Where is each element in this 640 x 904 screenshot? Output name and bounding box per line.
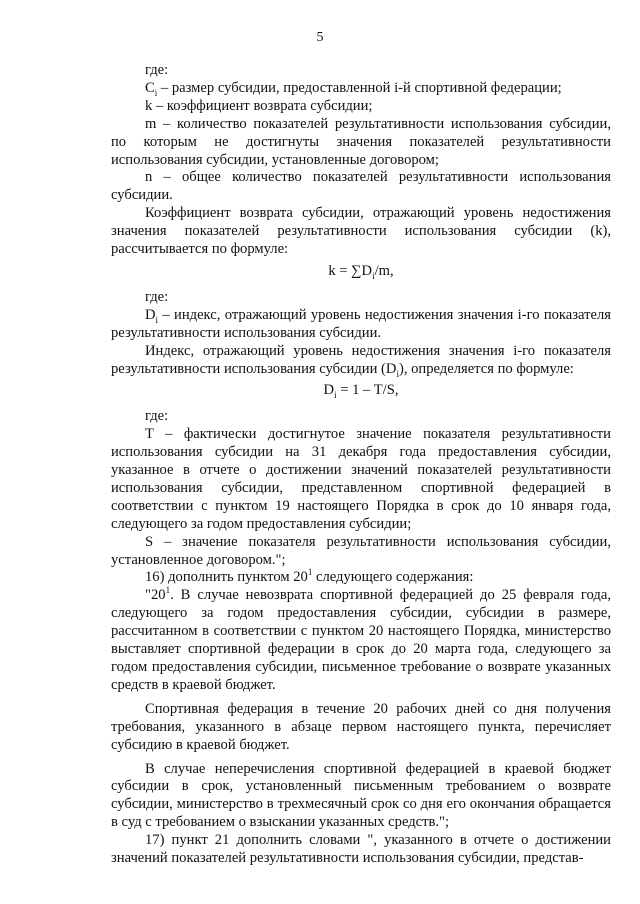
paragraph-ci-definition: $C_i$ – размер субсидии, предоставленной i-й спортивной федерации; <box>145 79 562 98</box>
paragraph-where-2: где: <box>145 288 169 305</box>
paragraph-index-formula-intro: Индекс, отражающий уровень недостижения значения i-го показателя результативности использования субсидии $(D_i)$, определяется по формуле: <box>111 342 611 379</box>
paragraph-where-1: где: <box>145 62 169 78</box>
paragraph-di-definition: $D_i$ – индекс, отражающий уровень недостижения значения i-го показателя результативности использования субсидии. <box>111 306 611 341</box>
formula-k: $k = \sum D_i/m$, <box>328 262 394 281</box>
paragraph-t-definition: T – фактически достигнутое значение показателя результативности использования субсидии на 31 декабря года предоставления субсидии, указанное в отчете о достижении значений показателей результативности использования субсидии, представленном спортивной федерацией в соответствии с пунктом 19 настоящего Порядка в срок до 10 января года, следующего за годом предоставления субсидии; <box>111 426 611 532</box>
paragraph-k-definition: k – коэффициент возврата субсидии; <box>145 97 373 114</box>
paragraph-return-coefficient: Коэффициент возврата субсидии, отражающий уровень недостижения значения показателей результативности использования субсидии (k), рассчитывается по формуле: <box>111 205 611 258</box>
paragraph-federation-transfer: Спортивная федерация в течение 20 рабочих дней со дня получения требования, указанного в абзаце первом настоящего пункта, перечисляет субсидию в краевой бюджет. <box>111 700 611 753</box>
formula-di: $D_i = 1 - T/S$, <box>323 382 399 401</box>
paragraph-non-transfer: В случае неперечисления спортивной федерацией в краевой бюджет субсидии в срок, установленный письменным требованием о возврате субсидии, министерство в трехмесячный срок со дня его окончания обращается в суд с требованием о взыскании указанных средств."; <box>111 760 611 831</box>
page-number: 5 <box>316 30 324 45</box>
paragraph-clause-20-1: "$20^1$. В случае невозврата спортивной федерацией до 25 февраля года, следующего за годом предоставления субсидии, субсидии в размере, рассчитанном в соответствии с пунктом 20 настоящего Порядка, министерство выставляет спортивной федерации в срок до 20 марта года, следующего за годом предоставления субсидии, письменное требование о возврате указанных средств в краевой бюджет. <box>111 585 611 693</box>
paragraph-item-17: 17) пункт 21 дополнить словами ", указанного в отчете о достижении значений показателей результативности использования субсидии, представ- <box>111 832 611 867</box>
document-body <box>111 62 611 868</box>
paragraph-n-definition: n – общее количество показателей результативности использования субсидии. <box>111 169 611 204</box>
paragraph-s-definition: S – значение показателя результативности использования субсидии, установленное договором."; <box>111 533 611 568</box>
paragraph-where-3: где: <box>145 408 169 425</box>
paragraph-m-definition: m – количество показателей результативности использования субсидии, по которым не достигнуты значения показателей результативности использования субсидии, установленные договором; <box>111 115 611 168</box>
paragraph-item-16: 16) дополнить пунктом $20^1$ следующего содержания: <box>145 567 474 586</box>
